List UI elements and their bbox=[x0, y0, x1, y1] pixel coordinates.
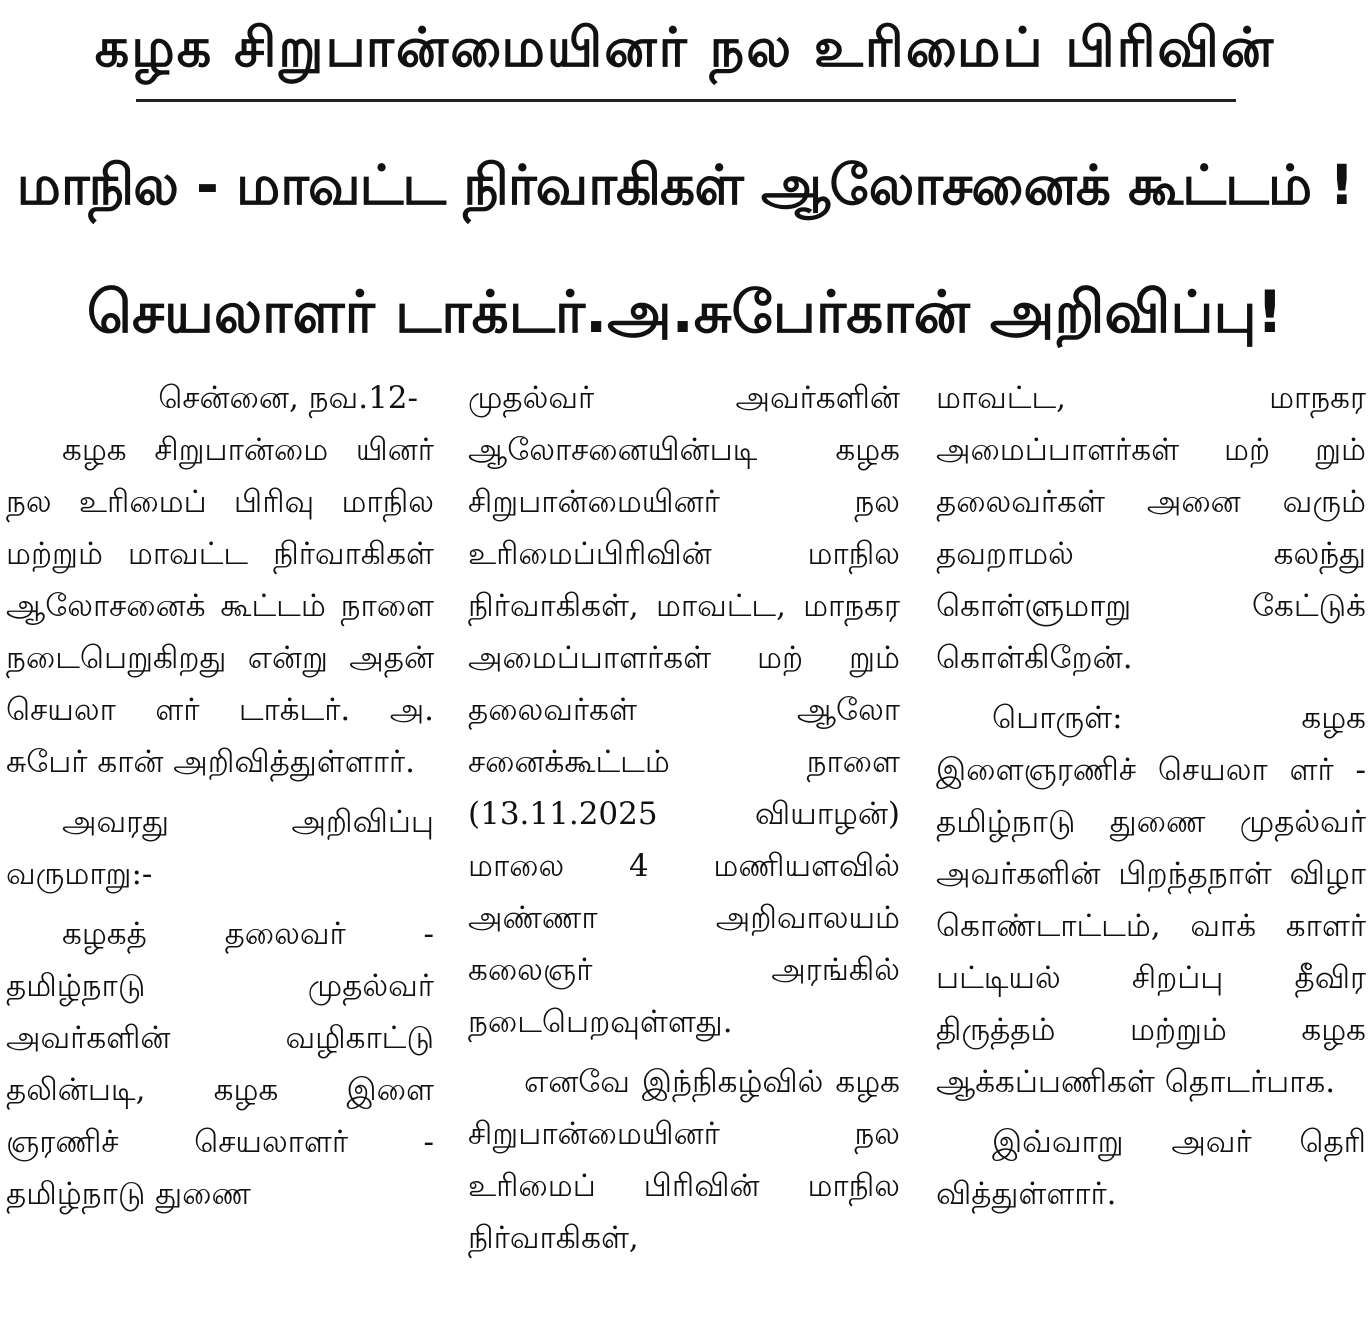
paragraph: கழக சிறுபான்மை யினர் நல உரிமைப் பிரிவு மாநில மற்றும் மாவட்ட நிர்வாகிகள் ஆலோசனைக் கூட்டம் நாளை நடைபெறுகிறது என்று அதன் செயலா ளர் டாக்டர். அ. சுபேர் கான் அறிவித்துள்ளார். bbox=[6, 432, 434, 780]
paragraph: கழகத் தலைவர் - தமிழ்நாடு முதல்வர் அவர்களின் வழிகாட்டு தலின்படி, கழக இளை ஞரணிச் செயலாளர் - தமிழ்நாடு துணை bbox=[6, 916, 434, 1212]
main-headline: மாநில - மாவட்ட நிர்வாகிகள் ஆலோசனைக் கூட்டம் ! bbox=[16, 153, 1354, 217]
sub-headline: செயலாளர் டாக்டர்.அ.சுபேர்கான் அறிவிப்பு! bbox=[86, 278, 1284, 346]
dateline: சென்னை, நவ.12- bbox=[158, 380, 418, 416]
paragraph: பொருள்: கழக இளைஞரணிச் செயலா ளர் - தமிழ்நாடு துணை முதல்வர் அவர்களின் பிறந்தநாள் விழா கொண்டாட்டம், வாக் காளர் பட்டியல் சிறப்பு தீவிர திருத்தம் மற்றும் கழக ஆக்கப்பணிகள் தொடர்பாக. bbox=[936, 700, 1366, 1100]
paragraph: மாவட்ட, மாநகர அமைப்பாளர்கள் மற் றும் தலைவர்கள் அனை வரும் தவறாமல் கலந்து கொள்ளுமாறு கேட்டுக் கொள்கிறேன். bbox=[936, 380, 1366, 676]
article-column-3 bbox=[936, 372, 1366, 1220]
paragraph: முதல்வர் அவர்களின் ஆலோசனையின்படி கழக சிறுபான்மையினர் நல உரிமைப்பிரிவின் மாநில நிர்வாகிகள், மாவட்ட, மாநகர அமைப்பாளர்கள் மற் றும் தலைவர்கள் ஆலோ சனைக்கூட்டம் நாளை (13.11.2025 வியாழன்) மாலை 4 மணியளவில் அண்ணா அறிவாலயம் கலைஞர் அரங்கில் நடைபெறவுள்ளது. bbox=[468, 380, 900, 1040]
article-column-2 bbox=[468, 372, 900, 1264]
paragraph: இவ்வாறு அவர் தெரி வித்துள்ளார். bbox=[936, 1124, 1366, 1212]
header-divider bbox=[136, 99, 1236, 102]
paragraph: அவரது அறிவிப்பு வருமாறு:- bbox=[6, 804, 434, 892]
article-column-1 bbox=[6, 372, 434, 1220]
paragraph: எனவே இந்நிகழ்வில் கழக சிறுபான்மையினர் நல உரிமைப் பிரிவின் மாநில நிர்வாகிகள், bbox=[468, 1064, 900, 1256]
kicker-title: கழக சிறுபான்மையினர் நல உரிமைப் பிரிவின் bbox=[94, 16, 1276, 79]
